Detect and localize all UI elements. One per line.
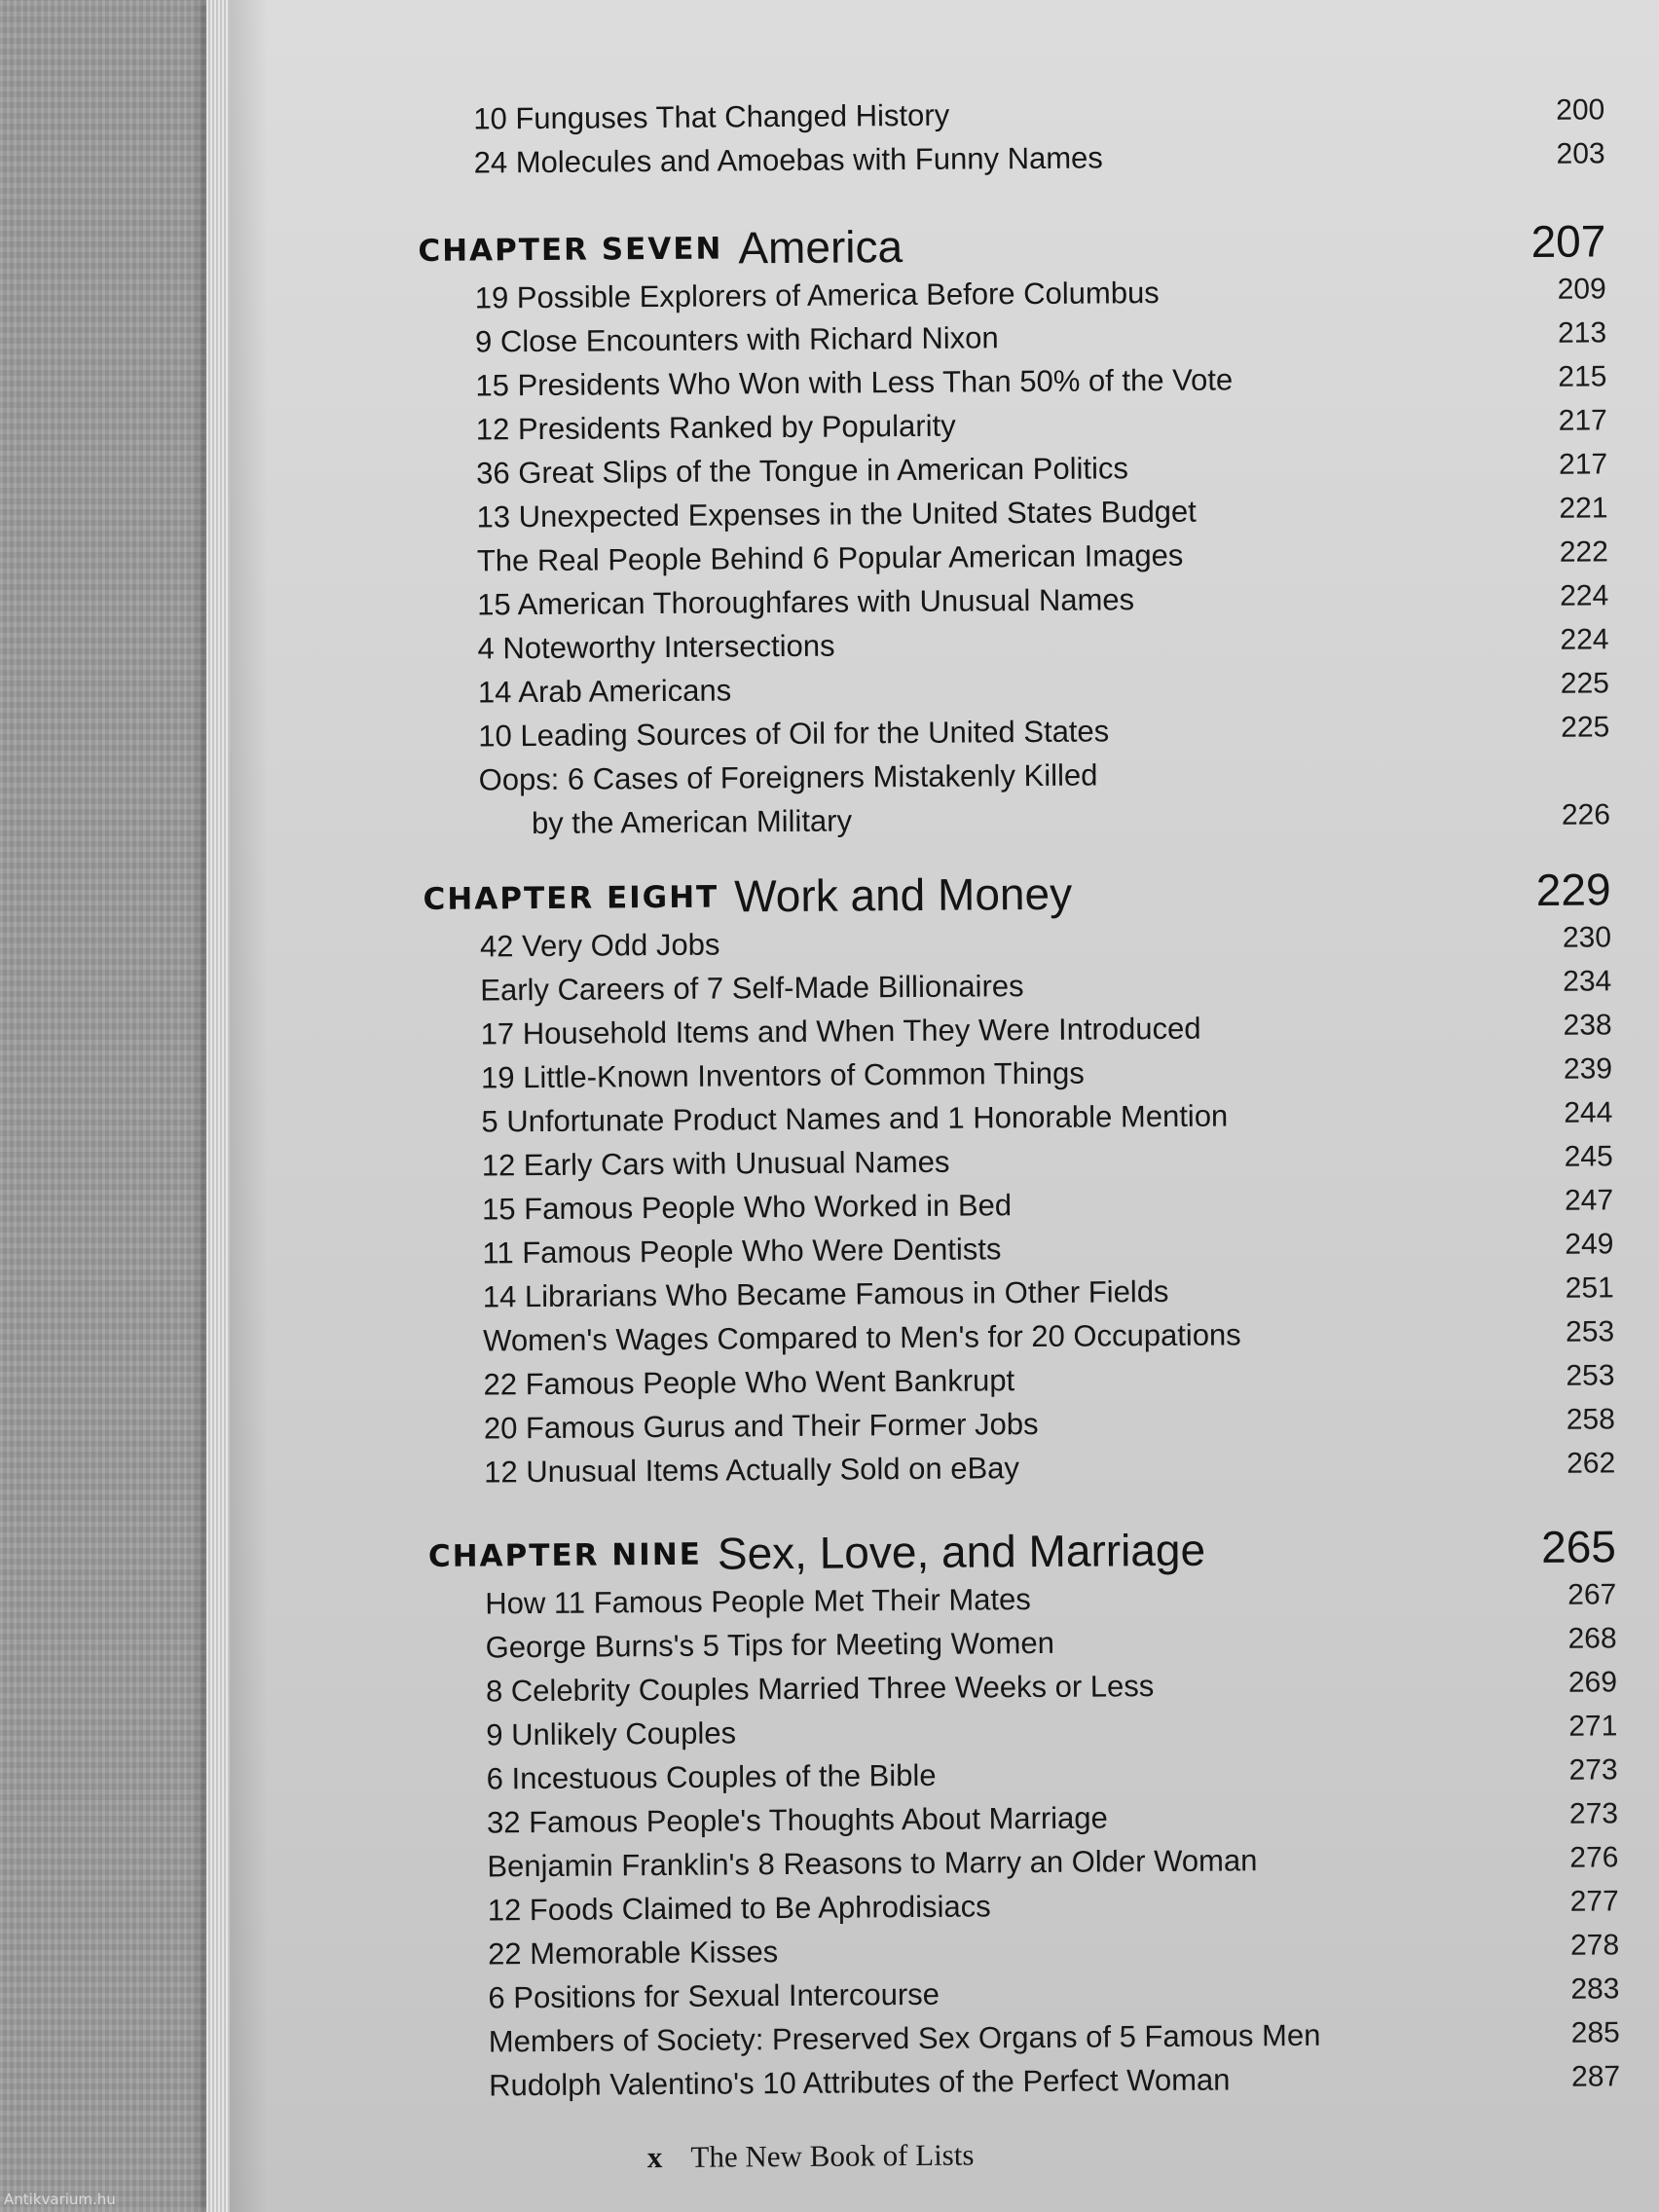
entry-page-number: 224: [1560, 623, 1609, 656]
entry-title: 12 Unusual Items Actually Sold on eBay: [484, 1451, 1020, 1490]
entry-title: 8 Celebrity Couples Married Three Weeks or Less: [485, 1669, 1155, 1709]
entry-page-number: 273: [1568, 1753, 1618, 1787]
entry-title: 12 Foods Claimed to Be Aphrodisiacs: [487, 1889, 991, 1928]
entry-page-number: 209: [1557, 273, 1606, 306]
chapter-title: Work and Money: [734, 867, 1073, 922]
entry-title: 42 Very Odd Jobs: [479, 927, 720, 964]
chapter-page-number: 207: [1530, 215, 1606, 267]
entry-page-number: 215: [1558, 360, 1607, 393]
entry-title: 20 Famous Gurus and Their Former Jobs: [483, 1406, 1039, 1446]
chapter-title: America: [738, 221, 903, 274]
entry-page-number: 234: [1563, 965, 1612, 998]
entry-title: How 11 Famous People Met Their Mates: [485, 1582, 1031, 1621]
entry-title: The Real People Behind 6 Popular American Images: [476, 537, 1184, 578]
entry-page-number: 283: [1570, 1972, 1620, 2006]
entry-title: 5 Unfortunate Product Names and 1 Honorable Mention: [481, 1098, 1229, 1139]
entry-page-number: 200: [1556, 93, 1605, 127]
entry-page-number: 278: [1569, 1929, 1620, 1962]
entry-title: 13 Unexpected Expenses in the United States Budget: [476, 494, 1197, 535]
page-footer: [647, 2138, 975, 2176]
entry-page-number: 267: [1567, 1578, 1617, 1611]
entry-title: 6 Positions for Sexual Intercourse: [488, 1976, 940, 2015]
entry-title: 10 Funguses That Changed History: [473, 97, 950, 136]
page-edges: [206, 0, 232, 2212]
entry-page-number: 221: [1559, 492, 1608, 525]
entry-title: 14 Librarians Who Became Famous in Other Fields: [482, 1273, 1169, 1314]
chapter-heading: [418, 203, 1625, 276]
entry-page-number: 277: [1569, 1885, 1619, 1918]
entry-title: 12 Presidents Ranked by Popularity: [475, 408, 956, 447]
toc-entry: [489, 2054, 1640, 2107]
entry-title: 17 Household Items and When They Were Introduced: [480, 1011, 1201, 1051]
entry-title: 22 Memorable Kisses: [487, 1935, 779, 1972]
entry-list: [417, 88, 1625, 185]
entry-page-number: 217: [1558, 404, 1607, 437]
entry-page-number: 262: [1566, 1447, 1616, 1480]
entry-title: 11 Famous People Who Were Dentists: [482, 1232, 1002, 1271]
chapter-label: CHAPTER NINE: [427, 1536, 703, 1574]
watermark: Antikvarium.hu: [4, 2191, 116, 2208]
chapter-page-number: 265: [1540, 1521, 1617, 1572]
entry-title: 24 Molecules and Amoebas with Funny Names: [473, 140, 1103, 180]
entry-title: 32 Famous People's Thoughts About Marriage: [486, 1800, 1108, 1840]
entry-page-number: 271: [1568, 1710, 1618, 1743]
entry-title: 36 Great Slips of the Tongue in American Politics: [476, 451, 1129, 491]
entry-list: [428, 1572, 1640, 2108]
entry-page-number: 258: [1566, 1403, 1615, 1436]
toc-entry: [473, 131, 1624, 184]
entry-page-number: 287: [1570, 2060, 1621, 2093]
entry-page-number: 225: [1560, 667, 1610, 700]
toc-entry: [478, 749, 1630, 845]
entry-page-number: 273: [1568, 1797, 1619, 1830]
chapter-label: CHAPTER EIGHT: [423, 879, 719, 917]
running-footer-title: The New Book of Lists: [690, 2137, 975, 2174]
entry-page-number: 249: [1565, 1228, 1614, 1261]
entry-title: Benjamin Franklin's 8 Reasons to Marry an Older Woman: [487, 1843, 1258, 1884]
entry-page-number: 225: [1561, 711, 1610, 744]
chapter-nine: [428, 1508, 1641, 2108]
chapter-heading: [428, 1508, 1636, 1582]
chapter-label: CHAPTER SEVEN: [418, 231, 723, 269]
chapter-heading: [423, 851, 1630, 925]
chapter-page-number: 229: [1535, 864, 1611, 915]
entry-title: 19 Possible Explorers of America Before Columbus: [474, 275, 1160, 315]
entry-title: Early Careers of 7 Self-Made Billionaires: [480, 969, 1024, 1008]
entry-page-number: 253: [1565, 1315, 1615, 1348]
entry-title: 9 Close Encounters with Richard Nixon: [474, 320, 999, 359]
folio-number: x: [646, 2140, 663, 2175]
entry-page-number: 222: [1559, 535, 1608, 569]
chapter-seven: [418, 203, 1630, 846]
entry-title: Oops: 6 Cases of Foreigners Mistakenly Killed by the American Military: [478, 757, 1098, 841]
entry-page-number: 203: [1556, 137, 1605, 170]
entry-title: 6 Incestuous Couples of the Bible: [486, 1757, 937, 1796]
entry-page-number: 245: [1564, 1140, 1613, 1173]
entry-page-number: 224: [1559, 579, 1609, 612]
entry-page-number: 269: [1567, 1666, 1618, 1699]
entry-title: Women's Wages Compared to Men's for 20 Occupations: [483, 1317, 1241, 1358]
entry-title: 14 Arab Americans: [477, 673, 732, 710]
chapter-title: Sex, Love, and Marriage: [717, 1524, 1206, 1579]
table-of-contents: [230, 0, 1659, 2212]
entry-page-number: 230: [1562, 921, 1612, 954]
entry-title: 9 Unlikely Couples: [486, 1715, 737, 1752]
entry-title: George Burns's 5 Tips for Meeting Women: [485, 1625, 1055, 1665]
entry-page-number: 238: [1563, 1009, 1612, 1042]
chapter-eight: [423, 851, 1635, 1494]
entry-page-number: 244: [1564, 1096, 1613, 1129]
entry-title: 10 Leading Sources of Oil for the United States: [478, 714, 1110, 754]
entry-page-number: 239: [1563, 1052, 1613, 1086]
entry-page-number: 217: [1558, 448, 1608, 481]
entry-page-number: 285: [1570, 2016, 1620, 2049]
entry-page-number: 226: [1561, 798, 1611, 831]
entry-title: 15 American Thoroughfares with Unusual Names: [477, 582, 1135, 622]
entry-page-number: 247: [1564, 1184, 1614, 1217]
entry-title: 19 Little-Known Inventors of Common Things: [480, 1055, 1085, 1095]
entry-title: 4 Noteworthy Intersections: [477, 628, 835, 666]
entry-title: Rudolph Valentino's 10 Attributes of the Perfect Woman: [489, 2062, 1231, 2103]
entry-page-number: 253: [1566, 1359, 1615, 1392]
entry-page-number: 213: [1557, 316, 1607, 350]
entry-list: [419, 267, 1631, 846]
desk-background: [0, 0, 224, 2212]
entry-page-number: 251: [1565, 1272, 1614, 1305]
entry-page-number: 276: [1569, 1841, 1619, 1874]
entry-page-number: 268: [1567, 1622, 1617, 1655]
toc-entry: [484, 1441, 1635, 1493]
entry-title: 22 Famous People Who Went Bankrupt: [483, 1363, 1015, 1402]
entry-title: 12 Early Cars with Unusual Names: [481, 1144, 950, 1183]
entry-title: 15 Presidents Who Won with Less Than 50% of the Vote: [475, 362, 1234, 403]
book-page: [230, 0, 1659, 2212]
entry-title: Members of Society: Preserved Sex Organs of 5 Famous Men: [488, 2017, 1321, 2059]
entry-list: [424, 915, 1636, 1494]
entry-title: 15 Famous People Who Worked in Bed: [481, 1188, 1013, 1227]
previous-chapter-continuation: [417, 88, 1625, 185]
